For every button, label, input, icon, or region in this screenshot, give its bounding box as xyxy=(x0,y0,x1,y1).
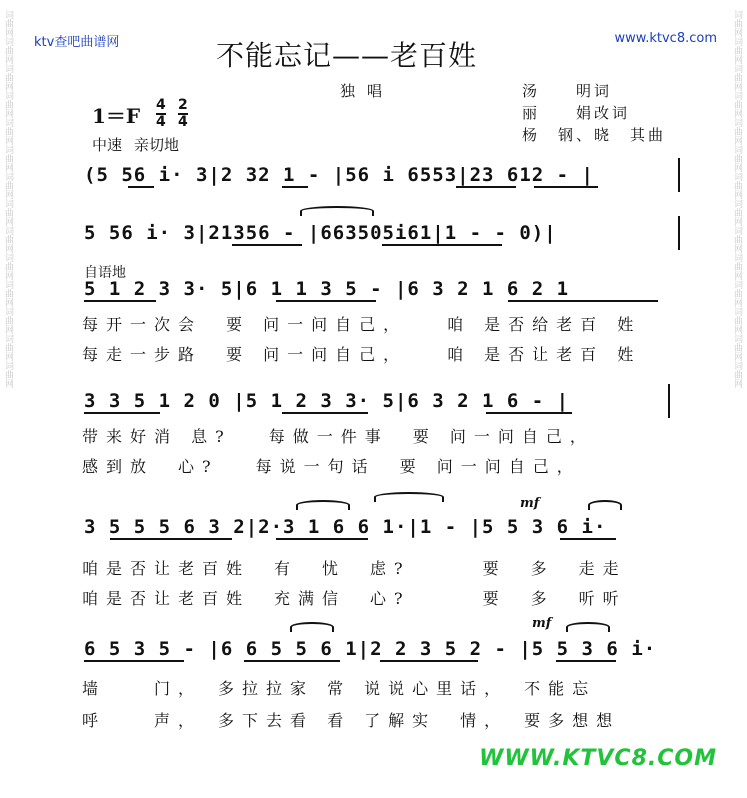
side-watermark-text: 词曲网词曲网词曲网词曲网词曲网词曲网词曲网词曲网词曲网词曲网词曲网词曲网词曲网词曲网 xyxy=(3,10,13,388)
beam-underline xyxy=(282,186,308,188)
slur xyxy=(374,492,444,502)
lyric-row-1a: 每开一次会 要 问一问自己， 咱 是否给老百 姓 xyxy=(82,315,642,334)
beam-underline xyxy=(556,660,616,662)
key-signature: 1＝F xyxy=(92,104,141,128)
score-line-5: 3 5 5 5 6 3 2|2·3 1 6 6 1·|1 - |5 5 3 6 i· xyxy=(84,516,607,538)
beam-underline xyxy=(560,538,616,540)
performance-type: 独唱 xyxy=(340,82,395,100)
time-signature-1: 4 4 xyxy=(156,97,166,130)
lyric-row-2a: 带来好消 息? 每做一件事 要 问一问自己， xyxy=(82,427,594,446)
barline xyxy=(678,216,680,250)
score-line-4: 3 3 5 1 2 0 |5 1 2 3 3· 5|6 3 2 1 6 - | xyxy=(84,390,570,412)
barline xyxy=(668,384,670,418)
beam-underline xyxy=(486,412,572,414)
spoken-direction: 自语地 xyxy=(84,265,126,281)
site-link-left[interactable]: ktv查吧曲谱网 xyxy=(34,35,120,50)
right-watermark-strip xyxy=(729,0,747,798)
side-watermark-text: 词曲网词曲网词曲网词曲网词曲网词曲网词曲网词曲网词曲网词曲网词曲网词曲网词曲网词曲网 xyxy=(732,10,742,388)
beam-underline xyxy=(244,660,340,662)
score-line-1: (5 56 i· 3|2 32 1 - |56 i 6553|23 612 - | xyxy=(84,164,594,186)
score-line-6: 6 5 3 5 - |6 6 5 5 6 1|2 2 3 5 2 - |5 5 3 6 i· xyxy=(84,638,657,660)
footer-site-logo[interactable]: WWW.KTVC8.COM xyxy=(479,746,717,771)
slur xyxy=(300,206,374,216)
site-link-right[interactable]: www.ktvc8.com xyxy=(614,31,717,46)
tempo-marking xyxy=(92,134,191,155)
beam-underline xyxy=(110,538,232,540)
lyric-row-4a: 墙 门， 多拉拉家 常 说说心里话， 不能忘 xyxy=(82,679,597,698)
tempo-expression: 亲切地 xyxy=(134,136,180,154)
score-line-2: 5 56 i· 3|21356 - |663505i61|1 - - 0)| xyxy=(84,222,557,244)
beam-underline xyxy=(456,186,516,188)
beam-underline xyxy=(534,186,598,188)
credit-adapter: 丽 娟改词 xyxy=(522,104,631,122)
lyric-row-3a: 咱是否让老百姓 有 忧 虑? 要 多 走走 xyxy=(82,559,627,578)
beam-underline xyxy=(382,244,502,246)
slur xyxy=(290,622,334,632)
slur xyxy=(588,500,622,510)
beam-underline xyxy=(282,412,368,414)
beam-underline xyxy=(276,300,376,302)
left-watermark-strip xyxy=(0,0,18,798)
lyric-row-3b: 咱是否让老百姓 充满信 心? 要 多 听听 xyxy=(82,589,627,608)
beam-underline xyxy=(508,300,658,302)
dynamic-marking: mf xyxy=(532,616,552,631)
beam-underline xyxy=(84,660,184,662)
score-line-3: 5 1 2 3 3· 5|6 1 1 3 5 - |6 3 2 1 6 2 1 xyxy=(84,278,570,300)
beam-underline xyxy=(84,412,160,414)
slur xyxy=(566,622,610,632)
beam-underline xyxy=(128,186,154,188)
slur xyxy=(296,500,350,510)
tempo-speed: 中速 xyxy=(92,136,123,154)
time-signature-2: 2 4 xyxy=(178,97,188,130)
beam-underline xyxy=(232,244,302,246)
beam-underline xyxy=(380,660,478,662)
beam-underline xyxy=(276,538,368,540)
lyric-row-4b: 呼 声， 多下去看 看 了解实 情， 要多想想 xyxy=(82,711,621,730)
lyric-row-1b: 每走一步路 要 问一问自己， 咱 是否让老百 姓 xyxy=(82,345,642,364)
barline xyxy=(678,158,680,192)
song-title: 不能忘记——老百姓 xyxy=(216,39,478,72)
dynamic-marking: mf xyxy=(520,496,540,511)
credit-lyricist: 汤 明词 xyxy=(522,82,613,100)
credit-composer: 杨 钢、晓 其曲 xyxy=(522,126,667,144)
beam-underline xyxy=(84,300,156,302)
lyric-row-2b: 感到放 心? 每说一句话 要 问一问自己， xyxy=(82,457,581,476)
